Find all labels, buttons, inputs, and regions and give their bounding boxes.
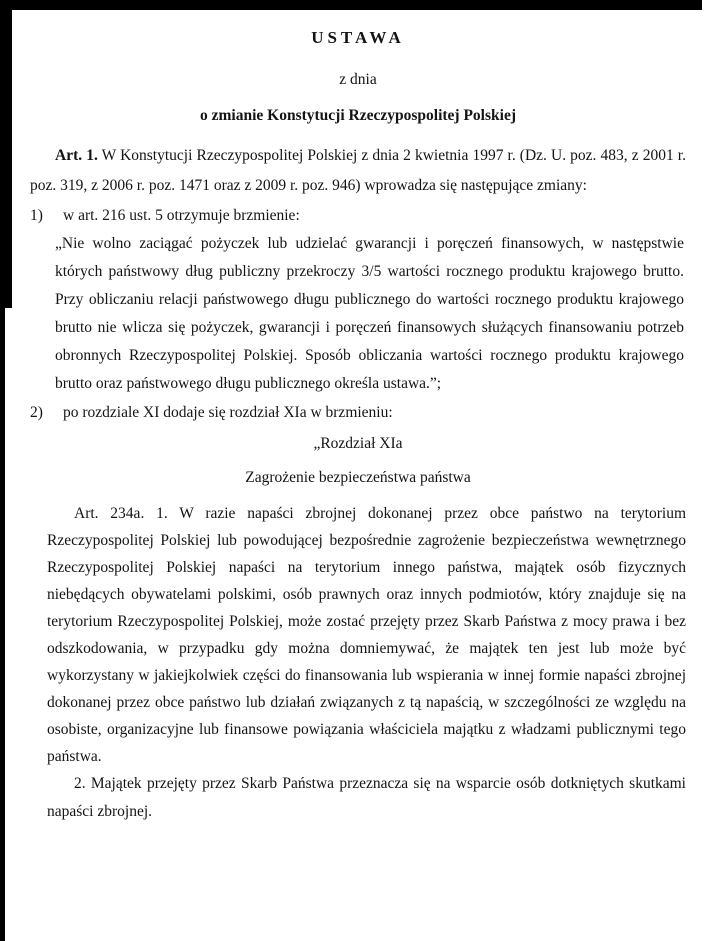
chapter-subheading: Zagrożenie bezpieczeństwa państwa xyxy=(245,469,471,486)
article-1-paragraph xyxy=(30,141,686,201)
article-234a-paragraph-2: 2. Majątek przejęty przez Skarb Państwa przeznacza się na wsparcie osób dotkniętych skutkami napaści zbrojnej. xyxy=(47,775,686,820)
document-title: USTAWA xyxy=(311,28,405,47)
amendment-item-1-text: w art. 216 ust. 5 otrzymuje brzmienie: xyxy=(63,207,300,224)
article-234a-paragraph-1: Art. 234a. 1. W razie napaści zbrojnej dokonanej przez obce państwo na terytorium Rzeczypospolitej Polskiej lub powodującej bezpośrednie zagrożenie bezpieczeństwa wewnętrznego Rzeczypospolitej Polskiej napaści na terytorium innego państwa, majątek osób fizycznych niebędących obywatelami polskimi, osób prawnych oraz innych podmiotów, który znajduje się na terytorium Rzeczypospolitej Polskiej, może zostać przejęty przez Skarb Państwa z mocy prawa i bez odszkodowania, w przypadku gdy można domniemywać, że majątek ten jest lub może być wykorzystany w jakiejkolwiek części do finansowania lub wspierania w innej formie napaści zbrojnej dokonanej przez obce państwo lub działań związanych z tą napaścią, w szczególności ze względu na osobiste, organizacyjne lub finansowe powiązania właściciela majątku z władzami publicznymi tego państwa. xyxy=(47,505,686,765)
amendment-item-2-text: po rozdziale XI dodaje się rozdział XIa w brzmieniu: xyxy=(63,404,393,421)
chapter-heading: „Rozdział XIa xyxy=(313,435,403,452)
article-1-label: Art. 1. xyxy=(55,147,98,164)
amendment-item-1-number: 1) xyxy=(30,207,43,224)
document-subject: o zmianie Konstytucji Rzeczypospolitej Polskiej xyxy=(200,107,516,124)
amendment-item-2 xyxy=(30,398,686,427)
amendment-item-1-quote: „Nie wolno zaciągać pożyczek lub udzielać gwarancji i poręczeń finansowych, w następstwie których państwowy dług publiczny przekroczy 3/5 wartości rocznego produktu krajowego brutto. Przy obliczaniu relacji państwowego długu publicznego do wartości rocznego produktu krajowego brutto nie wlicza się pożyczek, gwarancji i poręczeń finansowych służących finansowaniu potrzeb obronnych Rzeczypospolitej Polskiej. Sposób obliczania wartości rocznego produktu krajowego brutto oraz państwowego długu publicznego określa ustawa.”; xyxy=(55,235,684,392)
amendment-item-2-number: 2) xyxy=(30,404,43,421)
article-1-intro-text: W Konstytucji Rzeczypospolitej Polskiej z dnia 2 kwietnia 1997 r. (Dz. U. poz. 483, z 2001 r. poz. 319, z 2006 r. poz. 1471 oraz z 2009 r. poz. 946) wprowadza się następujące zmiany: xyxy=(30,147,686,194)
date-line: z dnia xyxy=(339,71,377,88)
amendment-item-1 xyxy=(30,201,686,230)
